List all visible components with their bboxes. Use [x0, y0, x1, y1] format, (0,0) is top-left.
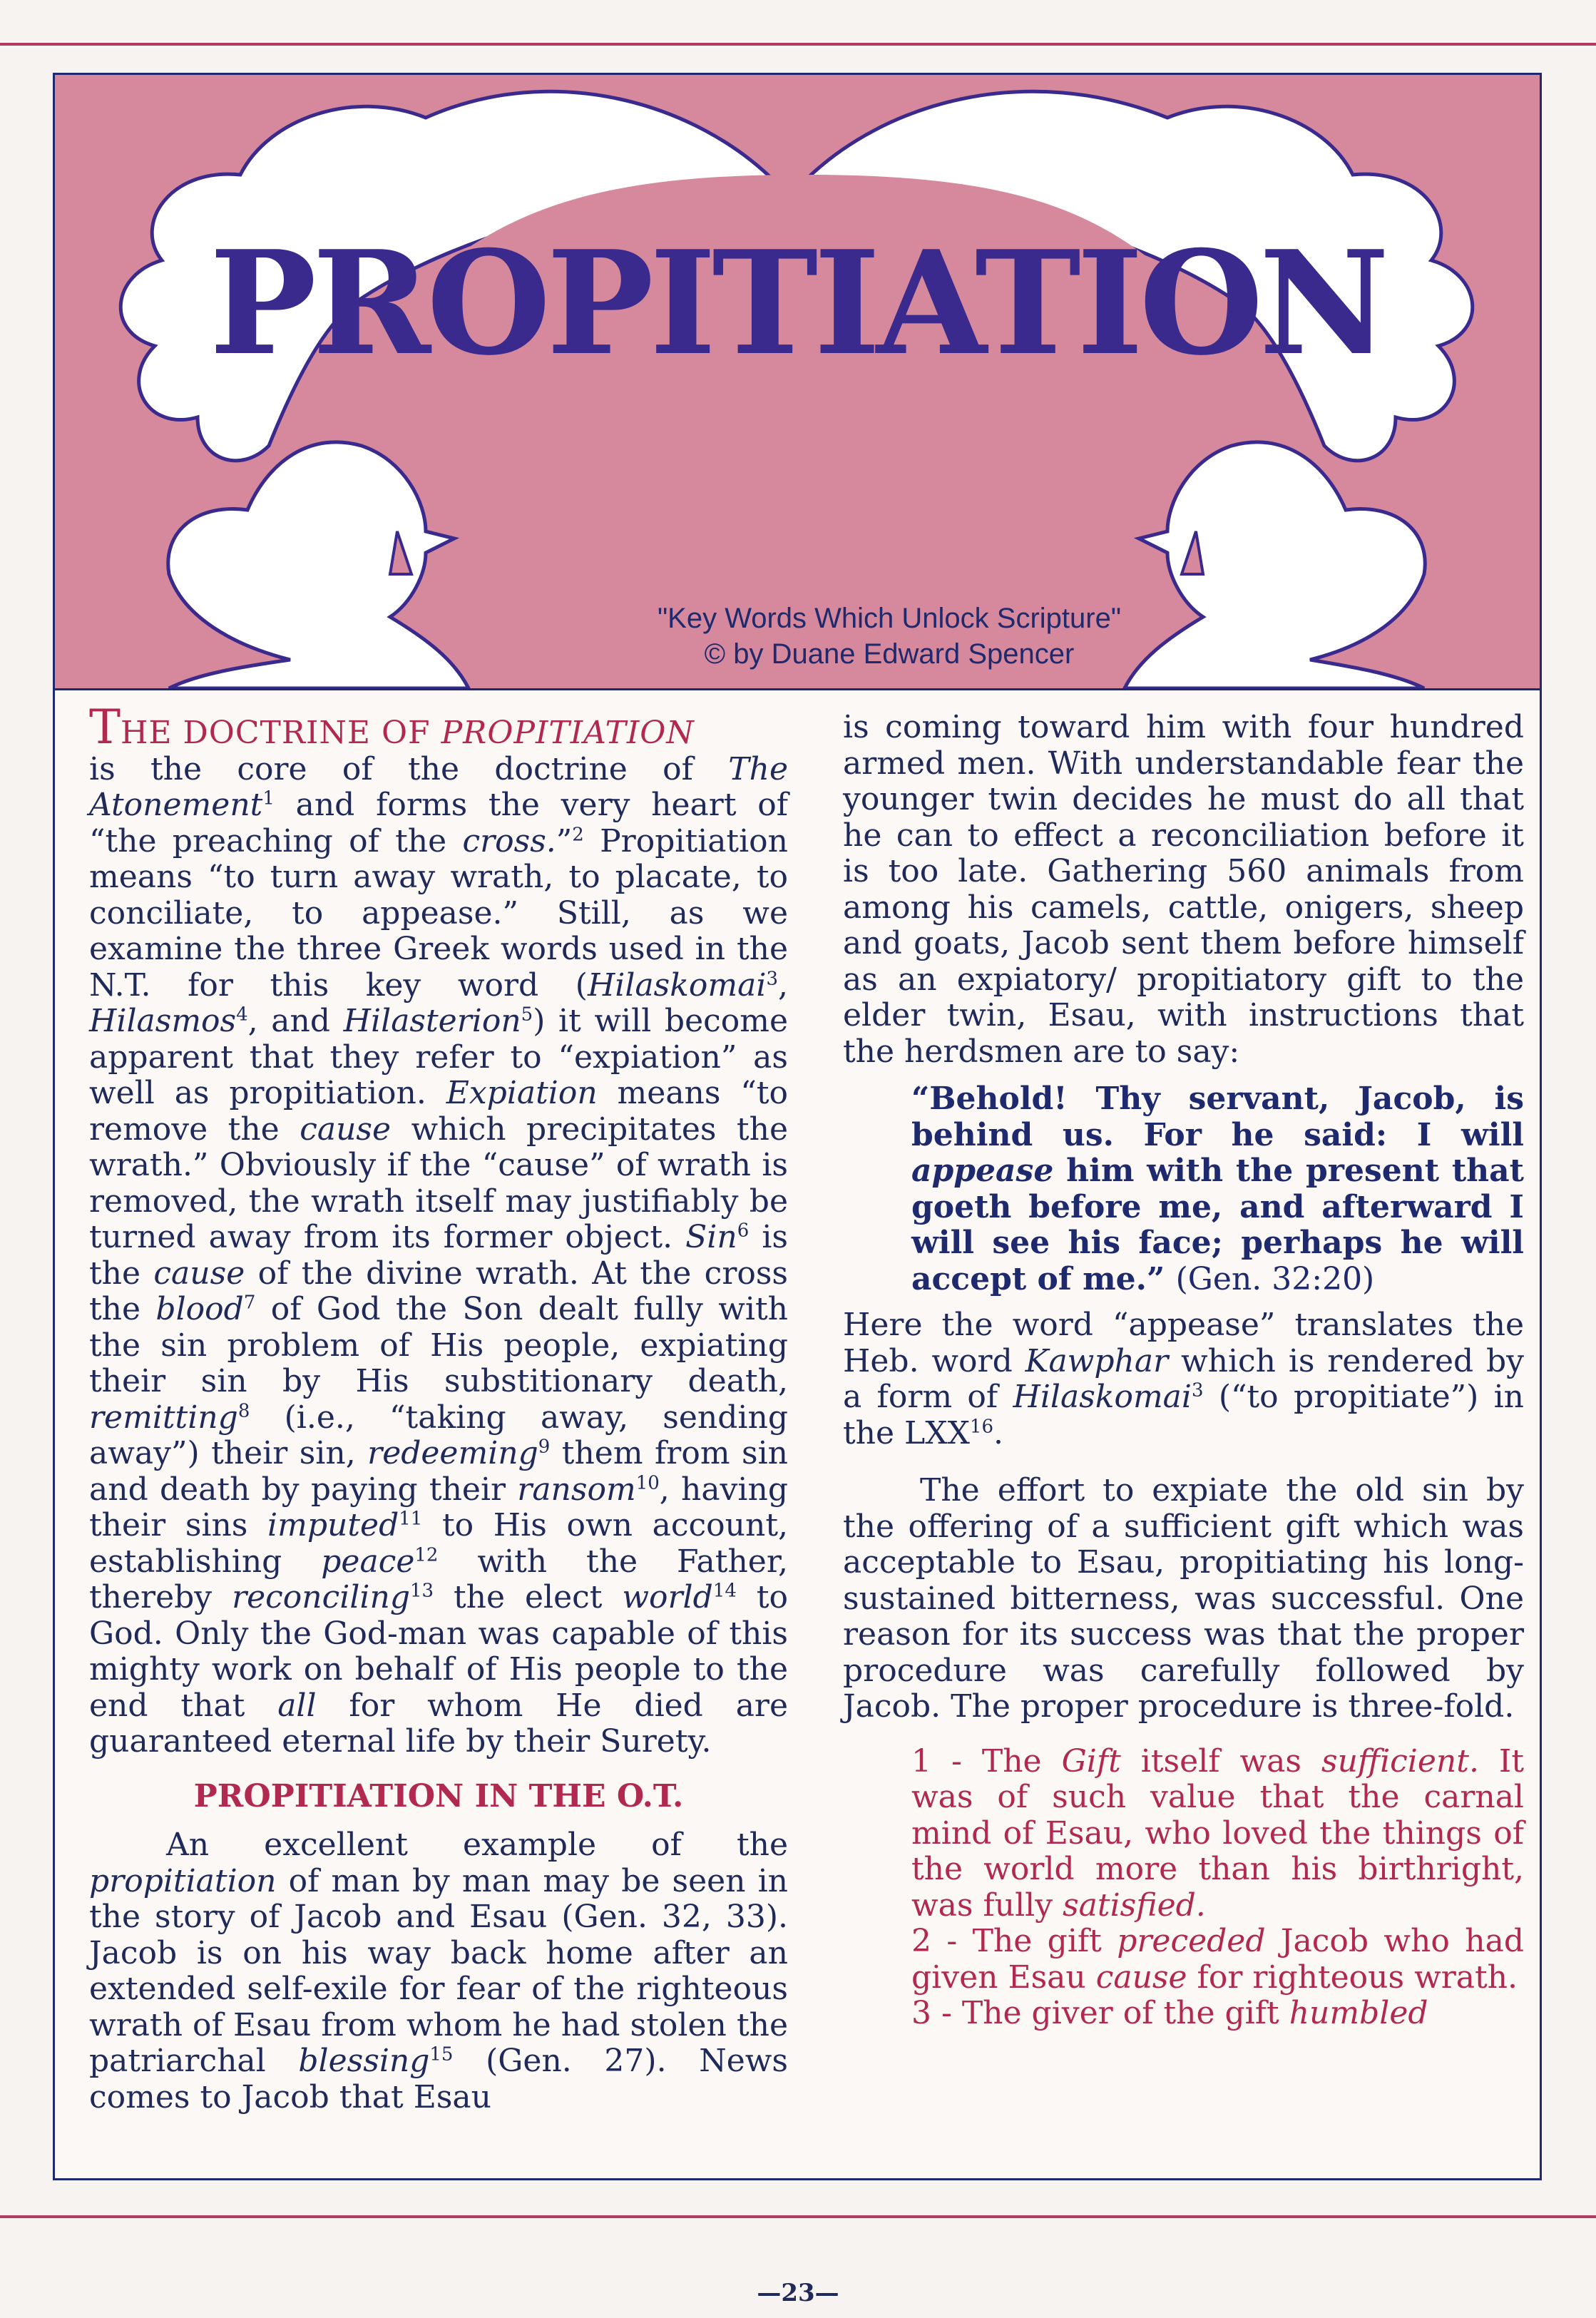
drop-cap: T	[89, 700, 121, 755]
column-left	[89, 700, 789, 2115]
column-right	[843, 710, 1524, 2032]
lead-caps: HE DOCTRINE OF	[121, 715, 441, 751]
byline: © by Duane Edward Spencer	[704, 638, 1075, 670]
page-number: —23—	[757, 2279, 839, 2307]
bottom-rule	[0, 2215, 1596, 2218]
title-banner	[55, 75, 1540, 690]
page-title: PROPITIATION	[209, 220, 1386, 387]
quote-reference: (Gen. 32:20)	[1175, 1260, 1375, 1297]
praying-angels-illustration	[55, 75, 1540, 688]
left-angel-figure	[168, 442, 469, 688]
list-item: 1 - The Gift itself was sufficient. It was of such value that the carnal mind of Esau, who loved the things of the world more than his birthright, was fully satisfied.	[911, 1742, 1524, 1924]
article-frame	[53, 73, 1542, 2180]
scripture-quote: “Behold! Thy servant, Jacob, is behind us. For he said: I will appease him with the present that goeth before me, and afterward I will see his face; perhaps he will accept of me.” (Gen. 32:20)	[911, 1081, 1524, 1297]
procedure-list	[911, 1744, 1524, 2032]
list-item: 3 - The giver of the gift humbled	[911, 1995, 1428, 2031]
paragraph-2: An excellent example of the propitiation of man by man may be seen in the story of Jacob and Esau (Gen. 32, 33). Jacob is on his way back home after an extended self-exile for fear of the righteous wrath of Esau from whom he had stolen the patriarchal blessing$^{15}$ (Gen. 27). News comes to Jacob that Esau	[89, 1827, 788, 2115]
paragraph-5: The effort to expiate the old sin by the offering of a sufficient gift which was acceptable to Esau, propitiating his long-sustained bitterness, was successful. One reason for its success was that the proper procedure was carefully followed by Jacob. The proper procedure is three-fold.	[843, 1472, 1524, 1725]
tagline: "Key Words Which Unlock Scripture"	[657, 603, 1122, 634]
paragraph-4: Here the word “appease” translates the Heb. word Kawphar which is rendered by a form of Hilaskomai$^3$ (“to propitiate”) in the LXX$^{16}$.	[843, 1307, 1525, 1451]
top-rule	[0, 43, 1596, 46]
section-subhead: PROPITIATION IN THE O.T.	[193, 1777, 684, 1814]
lead-italic: PROPITIATION	[441, 715, 695, 751]
paragraph-3: is coming toward him with four hundred armed men. With understandable fear the younger twin decides he must do all that he can to effect a reconciliation before it is too late. Gathering 560 animals from among his camels, cattle, onigers, sheep and goats, Jacob sent them before himself as an expiatory/ propitiatory gift to the elder twin, Esau, with instructions that the herdsmen are to say:	[843, 709, 1524, 1070]
lead-line	[89, 700, 788, 755]
paragraph-1: is the core of the doctrine of The Atonement$^1$ and forms the very heart of “the preaching of the cross.”$^2$ Propitiation means “to turn away wrath, to placate, to conciliate, to appease.” Still, as we examine the three Greek words used in the N.T. for this key word (Hilaskomai$^3$, Hilasmos$^4$, and Hilasterion$^5$) it will become apparent that they refer to “expiation” as well as propitiation. Expiation means “to remove the cause which precipitates the wrath.” Obviously if the “cause” of wrath is removed, the wrath itself may justifiably be turned away from its former object. Sin$^6$ is the cause of the divine wrath. At the cross the blood$^7$ of God the Son dealt fully with the sin problem of His people, expiating their sin by His substitionary death, remitting$^8$ (i.e., “taking away, sending away”) their sin, redeeming$^9$ them from sin and death by paying their ransom$^{10}$, having their sins imputed$^{11}$ to His own account, establishing peace$^{12}$ with the Father, thereby reconciling$^{13}$ the elect world$^{14}$ to God. Only the God-man was capable of this mighty work on behalf of His people to the end that all for whom He died are guaranteed eternal life by their Surety.	[89, 750, 789, 1760]
list-item: 2 - The gift preceded Jacob who had given Esau cause for righteous wrath.	[911, 1923, 1524, 1996]
